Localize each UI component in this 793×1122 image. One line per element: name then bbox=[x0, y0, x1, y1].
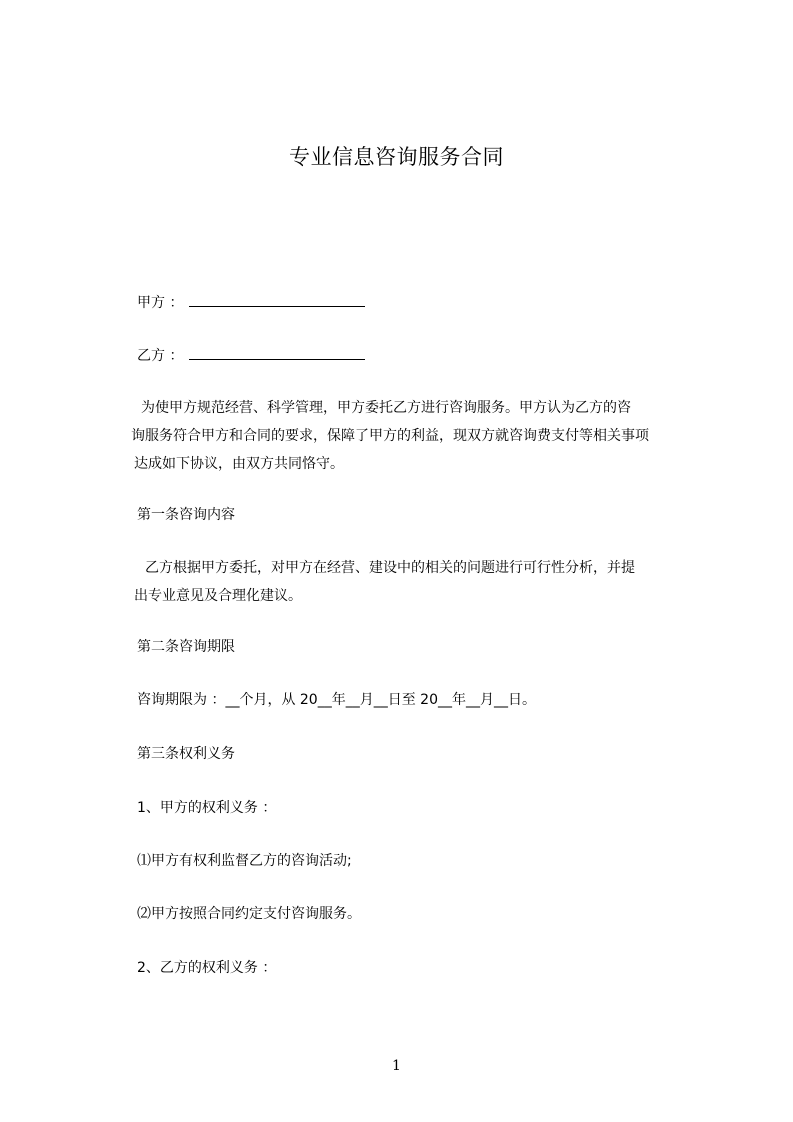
intro-line-3: 达成如下协议，由双方共同恪守。 bbox=[134, 456, 344, 472]
party-a-rights-item-1: ⑴甲方有权利监督乙方的咨询活动; bbox=[137, 853, 352, 869]
article-1-line-2: 出专业意见及合理化建议。 bbox=[134, 588, 302, 604]
party-b-rights-heading: 2、乙方的权利义务 ： bbox=[137, 960, 277, 976]
article-1-paragraph bbox=[134, 554, 702, 610]
party-b-label: 乙方 ： bbox=[137, 348, 184, 364]
party-b-line bbox=[137, 345, 365, 366]
article-3-heading: 第三条权利义务 bbox=[137, 746, 235, 762]
party-a-line bbox=[137, 292, 365, 313]
intro-line-1: 为使甲方规范经营、科学管理，甲方委托乙方进行咨询服务。甲方认为乙方的咨 bbox=[141, 400, 631, 416]
article-1-line-1: 乙方根据甲方委托，对甲方在经营、建设中的相关的问题进行可行性分析，并提 bbox=[145, 560, 635, 576]
party-a-rights-heading: 1、甲方的权利义务 ： bbox=[137, 800, 277, 816]
party-a-rights-item-2: ⑵甲方按照合同约定支付咨询服务。 bbox=[137, 906, 361, 922]
party-b-blank bbox=[189, 345, 365, 360]
consult-period: 咨询期限为 ：__个月，从 20__年__月__日至 20__年__月__日。 bbox=[137, 692, 536, 708]
party-a-label: 甲方 ： bbox=[137, 295, 184, 311]
page-number: 1 bbox=[392, 1058, 401, 1074]
intro-paragraph bbox=[131, 394, 702, 478]
document-title: 专业信息咨询服务合同 bbox=[289, 145, 504, 169]
article-2-heading: 第二条咨询期限 bbox=[137, 639, 235, 655]
party-a-blank bbox=[189, 292, 365, 307]
article-1-heading: 第一条咨询内容 bbox=[137, 507, 235, 523]
intro-line-2: 询服务符合甲方和合同的要求，保障了甲方的利益，现双方就咨询费支付等相关事项 bbox=[131, 428, 649, 444]
